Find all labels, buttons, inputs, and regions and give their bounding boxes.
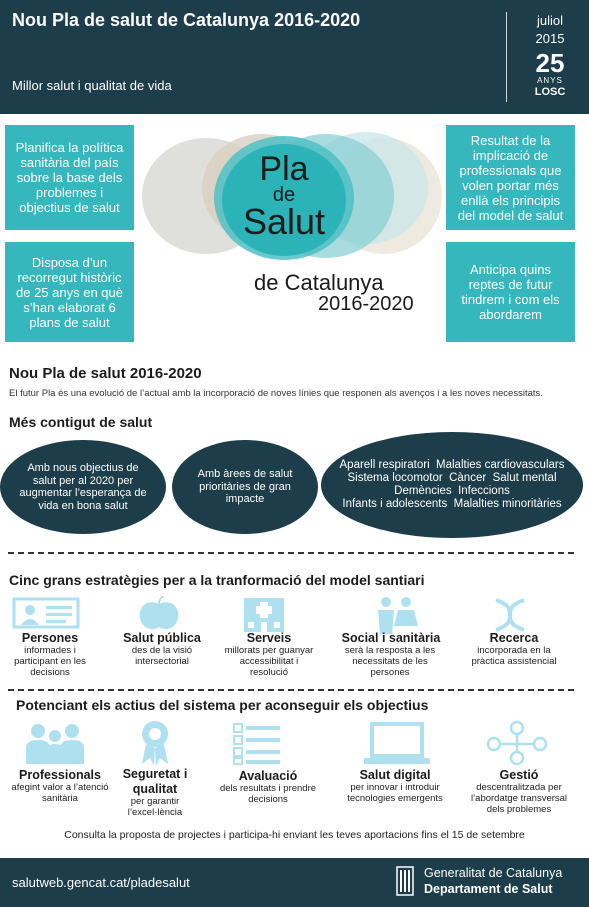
anniversary-number: 25 [535, 48, 565, 78]
strategy-5-desc: incorporada en la pràctica assistencial [471, 645, 557, 667]
asset-1-desc: afegint valor a l’atenció sanitària [11, 782, 109, 804]
intro-box-bottom-left: Disposa d’un recorregut històric de 25 anys en què s’han elaborat 6 plans de salut [5, 242, 134, 342]
intro-box-top-left: Planifica la política sanitària del país sobre la base dels problemes i objectius de salut [5, 125, 134, 230]
area-row-2: Sistema locomotor Càncer Salut mental [347, 472, 557, 484]
asset-3-desc: dels resultats i prendre decisions [219, 783, 317, 805]
area-row-1: Aparell respiratori Malalties cardiovasculars [339, 459, 565, 471]
strategy-2-desc: des de la visió intersectorial [131, 645, 193, 667]
logo-word-pla: Pla [259, 150, 309, 188]
asset-1-title: Professionals [19, 768, 101, 782]
generalitat-logo-icon [396, 866, 414, 896]
divider-1 [8, 552, 574, 554]
strategy-3-desc: millorats per guanyar accessibilitat i resolució [224, 645, 314, 678]
asset-5-desc: descentralitzada per l’abordatge transversal dels problemes [470, 782, 568, 815]
strategy-3-title: Serveis [246, 631, 292, 645]
section2-title: Cinc grans estratègies per a la tranformació del model santiari [9, 572, 425, 588]
plan-logo-text [234, 152, 334, 240]
footer-url[interactable]: salutweb.gencat.cat/pladesalut [12, 875, 190, 890]
checklist-icon [232, 722, 284, 766]
page-subtitle: Millor salut i qualitat de vida [12, 78, 172, 93]
anniversary-label: LOSC [534, 86, 566, 98]
strategy-1-desc: informades i participant en les decisions [14, 645, 86, 678]
footer-org-line1: Generalitat de Catalunya [424, 866, 563, 880]
asset-5-title: Gestió [499, 768, 539, 782]
professionals-icon [22, 722, 92, 764]
logo-word-salut: Salut [242, 201, 326, 242]
network-icon [486, 720, 548, 766]
oval-objectives: Amb nous objectius de salut per al 2020 per augmentar l’esperança de vida en bona salut [0, 440, 166, 534]
section3-title: Potenciant els actius del sistema per aconseguir els objectius [16, 697, 429, 713]
laptop-icon [364, 722, 430, 766]
header-divider [506, 12, 507, 102]
logo-subtitle-catalunya: de Catalunya [254, 270, 384, 295]
strategy-4-title: Social i sanitària [341, 631, 441, 645]
header-year: 2015 [535, 31, 565, 46]
strategy-1-title: Persones [21, 631, 79, 645]
strategy-2-title: Salut pública [123, 631, 201, 645]
section1-text: El futur Pla és una evolució de l’actual amb la incorporació de noves línies que responen als avenços i a les noves necessitats. [9, 388, 543, 399]
intro-box-bottom-right: Anticipa quins reptes de futur tindrem i com els abordarem [446, 242, 575, 342]
asset-4-title: Salut digital [359, 768, 431, 782]
section1-title: Nou Pla de salut 2016-2020 [9, 365, 202, 382]
header-month: juliol [536, 13, 563, 28]
oval-priority-areas: Amb àrees de salut prioritàries de gran impacte [172, 440, 318, 534]
area-row-4: Infants i adolescents Malalties minoritàries [342, 498, 562, 510]
intro-box-top-right: Resultat de la implicació de professionals que volen portar més enllà els principis del model de salut [446, 125, 575, 230]
id-card-icon [12, 597, 84, 629]
asset-2-title: Seguretat i qualitat [122, 767, 188, 796]
apple-icon [136, 596, 182, 632]
couple-icon [370, 596, 422, 634]
hospital-icon [240, 594, 288, 632]
divider-2 [8, 689, 574, 691]
anniversary-unit: ANYS [537, 76, 563, 85]
header-banner [0, 0, 589, 114]
area-row-3: Demències Infeccions [394, 485, 510, 497]
dna-icon [490, 596, 530, 634]
asset-3-title: Avaluació [238, 769, 298, 783]
section1-subtitle: Més contigut de salut [9, 414, 153, 430]
rosette-icon [138, 720, 172, 766]
oval-health-areas [321, 432, 583, 538]
footer-banner [0, 858, 589, 907]
consultation-note: Consulta la proposta de projectes i participa-hi enviant les teves aportacions fins el 15 de setembre [64, 829, 525, 841]
strategy-5-title: Recerca [489, 631, 539, 645]
page-title: Nou Pla de salut de Catalunya 2016-2020 [12, 10, 361, 30]
asset-4-desc: per innovar i introduir tecnologies emergents [347, 782, 443, 804]
asset-2-desc: per garantir l’excel·lència [127, 796, 183, 818]
logo-word-de: de [272, 184, 296, 206]
footer-org-line2: Departament de Salut [424, 882, 553, 896]
header-date [512, 12, 588, 48]
logo-subtitle-years: 2016-2020 [318, 293, 414, 315]
strategy-4-desc: serà la resposta a les necessitats de les persones [344, 645, 436, 678]
